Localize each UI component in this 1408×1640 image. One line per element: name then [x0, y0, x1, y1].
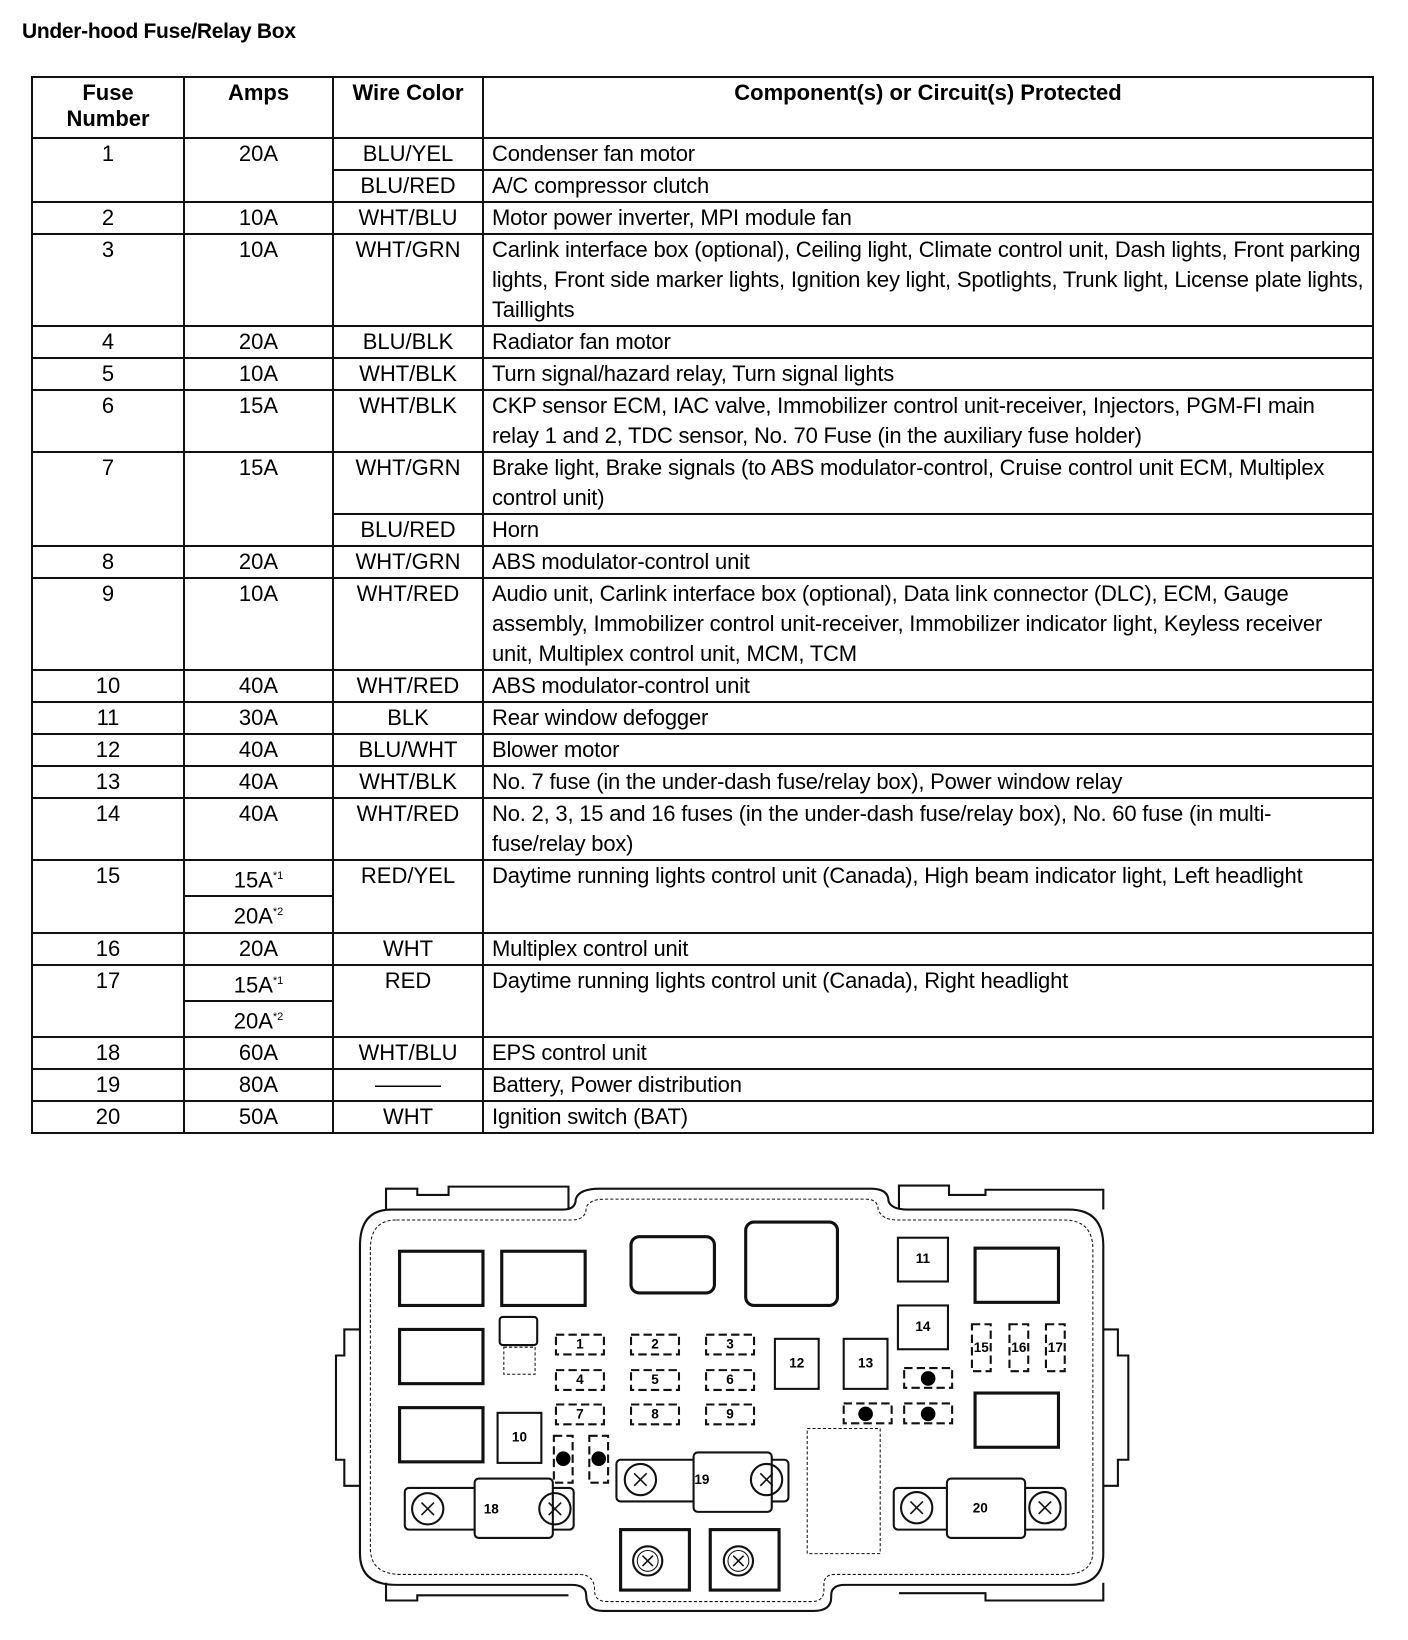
relay — [975, 1393, 1058, 1447]
amps-value: 15A — [238, 393, 279, 418]
table-row — [32, 358, 1373, 390]
wire-color: RED/YEL — [333, 860, 483, 933]
amps-value: 20A — [238, 549, 279, 574]
wire-color: WHT — [333, 1101, 483, 1133]
table-row — [32, 578, 1373, 670]
mounting-tab — [336, 1329, 360, 1485]
table-row — [32, 202, 1373, 234]
circuit-description: ABS modulator-control unit — [483, 546, 1373, 578]
table-row — [32, 798, 1373, 860]
wire-color: BLU/RED — [333, 514, 483, 546]
circuit-description: Multiplex control unit — [483, 933, 1373, 965]
amps-value: 10A — [238, 581, 279, 606]
amps-value: 15A — [233, 971, 273, 997]
amps-cell — [184, 452, 333, 546]
fuse-number: 1 — [32, 138, 184, 202]
table-row — [32, 138, 1373, 170]
wire-color: WHT/GRN — [333, 234, 483, 326]
fuse-number: 13 — [32, 766, 184, 798]
amps-value: 40A — [238, 801, 279, 826]
amps-value: 50A — [238, 1104, 279, 1130]
fuse-number: 15 — [32, 860, 184, 933]
fuse-number: 7 — [32, 452, 184, 546]
circuit-description: CKP sensor ECM, IAC valve, Immobilizer control unit-receiver, Injectors, PGM-FI main relay 1 and 2, TDC sensor, No. 70 Fuse (in the auxiliary fuse holder) — [483, 390, 1373, 452]
amps-cell — [184, 578, 333, 670]
circuit-description: Condenser fan motor — [483, 138, 1373, 170]
fuse-label: 4 — [576, 1372, 584, 1388]
amps-value: 10A — [238, 237, 279, 262]
circuit-description: Ignition switch (BAT) — [483, 1101, 1373, 1133]
fuse-number: 14 — [32, 798, 184, 860]
wire-color: RED — [333, 965, 483, 1038]
wire-color: WHT/RED — [333, 670, 483, 702]
fuse-table-body — [32, 138, 1373, 1133]
fuse-label: 19 — [694, 1472, 710, 1488]
fuse-label: 10 — [511, 1429, 528, 1445]
amps-cell — [184, 326, 333, 358]
fuse-number: 9 — [32, 578, 184, 670]
table-row — [32, 933, 1373, 965]
table-row — [32, 766, 1373, 798]
table-row — [32, 860, 1373, 896]
amps-value: 15A — [233, 867, 273, 893]
table-row — [32, 702, 1373, 734]
wire-color: WHT — [333, 933, 483, 965]
circuit-description: Brake light, Brake signals (to ABS modulator-control, Cruise control unit ECM, Multiplex control unit) — [483, 452, 1373, 514]
mounting-tab — [899, 1186, 1103, 1210]
fuse-label: 17 — [1047, 1339, 1063, 1355]
amps-cell — [184, 896, 333, 932]
table-row — [32, 1101, 1373, 1133]
amps-footnote: *1 — [272, 870, 284, 882]
amps-value: 15A — [238, 455, 279, 480]
fuse-label: 2 — [651, 1336, 659, 1352]
relay — [400, 1408, 483, 1462]
amps-cell — [184, 1101, 333, 1133]
amps-value: 20A — [233, 1008, 273, 1034]
fuse-number: 17 — [32, 965, 184, 1038]
fuse-number: 11 — [32, 702, 184, 734]
pin-dot — [556, 1451, 571, 1466]
circuit-description: Turn signal/hazard relay, Turn signal lights — [483, 358, 1373, 390]
pin-dot — [591, 1451, 606, 1466]
amps-cell — [184, 1069, 333, 1101]
fuse-number: 8 — [32, 546, 184, 578]
wire-color: WHT/BLK — [333, 358, 483, 390]
wire-color: WHT/RED — [333, 798, 483, 860]
amps-cell — [184, 670, 333, 702]
fuse-number: 19 — [32, 1069, 184, 1101]
circuit-description: Motor power inverter, MPI module fan — [483, 202, 1373, 234]
header-wire-color: Wire Color — [333, 77, 483, 138]
circuit-description: Rear window defogger — [483, 702, 1373, 734]
fuse-label: 5 — [651, 1372, 659, 1388]
fuse-box-diagram — [0, 1147, 1408, 1637]
wire-color: WHT/BLU — [333, 202, 483, 234]
fuse-number: 20 — [32, 1101, 184, 1133]
circuit-description: Daytime running lights control unit (Canada), High beam indicator light, Left headlight — [483, 860, 1373, 933]
wire-color: WHT/GRN — [333, 452, 483, 514]
amps-cell — [184, 798, 333, 860]
circuit-description: EPS control unit — [483, 1037, 1373, 1069]
relay — [400, 1251, 483, 1305]
circuit-description: Radiator fan motor — [483, 326, 1373, 358]
amps-value: 10A — [238, 205, 279, 230]
amps-cell — [184, 766, 333, 798]
amps-value: 20A — [238, 935, 279, 961]
pin-dot — [921, 1407, 936, 1422]
wire-color: WHT/BLK — [333, 766, 483, 798]
fuse-label: 13 — [858, 1355, 874, 1371]
diode — [500, 1317, 538, 1345]
fuse-number: 10 — [32, 670, 184, 702]
table-row — [32, 234, 1373, 326]
fuse-number: 5 — [32, 358, 184, 390]
table-row — [32, 326, 1373, 358]
amps-cell — [184, 390, 333, 452]
page-title: Under-hood Fuse/Relay Box — [22, 20, 296, 43]
amps-footnote: *2 — [272, 906, 284, 919]
amps-cell — [184, 234, 333, 326]
table-row — [32, 734, 1373, 766]
circuit-description: Carlink interface box (optional), Ceiling light, Climate control unit, Dash lights, Front parking lights, Front side marker lights, Ignition key light, Spotlights, Trunk light, License plate lights, Taillights — [483, 234, 1373, 326]
fuse-number: 6 — [32, 390, 184, 452]
relay — [746, 1222, 838, 1305]
wire-color: BLU/RED — [333, 170, 483, 202]
fuse-label: 14 — [915, 1318, 931, 1334]
circuit-description: A/C compressor clutch — [483, 170, 1373, 202]
terminal-block — [710, 1530, 779, 1590]
circuit-description: Battery, Power distribution — [483, 1069, 1373, 1101]
wire-color: BLU/YEL — [333, 138, 483, 170]
fuse-label: 12 — [789, 1355, 805, 1371]
wire-color: WHT/BLU — [333, 1037, 483, 1069]
table-row — [32, 390, 1373, 452]
table-row — [32, 546, 1373, 578]
wire-color: WHT/GRN — [333, 546, 483, 578]
wire-color: WHT/RED — [333, 578, 483, 670]
amps-cell — [184, 933, 333, 965]
terminal-block — [621, 1530, 690, 1590]
amps-cell — [184, 202, 333, 234]
circuit-description: ABS modulator-control unit — [483, 670, 1373, 702]
amps-value: 40A — [238, 673, 279, 698]
relay — [400, 1329, 483, 1383]
fuse-number: 12 — [32, 734, 184, 766]
diode-slot — [504, 1347, 535, 1374]
mounting-tab — [386, 1187, 568, 1210]
wire-color: BLU/BLK — [333, 326, 483, 358]
amps-cell — [184, 965, 333, 1001]
fuse-label: 16 — [1011, 1339, 1027, 1355]
amps-cell — [184, 734, 333, 766]
amps-value: 20A — [233, 903, 273, 929]
fuse-table — [31, 76, 1374, 1134]
relay — [502, 1251, 585, 1305]
amps-footnote: *1 — [272, 974, 284, 987]
fuse-label: 6 — [726, 1372, 734, 1388]
fuse-number: 3 — [32, 234, 184, 326]
circuit-description: Blower motor — [483, 734, 1373, 766]
table-row — [32, 670, 1373, 702]
spare-slot — [807, 1428, 880, 1553]
amps-value: 40A — [238, 737, 279, 762]
relay — [975, 1248, 1058, 1302]
fuse-number: 2 — [32, 202, 184, 234]
amps-cell — [184, 860, 333, 896]
wire-color: ——— — [333, 1069, 483, 1101]
table-row — [32, 965, 1373, 1001]
fuse-label: 3 — [726, 1336, 734, 1352]
amps-cell — [184, 1001, 333, 1037]
amps-value: 80A — [238, 1072, 279, 1098]
header-amps: Amps — [184, 77, 333, 138]
circuit-description: Daytime running lights control unit (Canada), Right headlight — [483, 965, 1373, 1038]
table-row — [32, 452, 1373, 514]
amps-value: 20A — [238, 141, 279, 166]
amps-value: 40A — [238, 769, 279, 794]
amps-value: 30A — [238, 705, 279, 730]
amps-value: 60A — [238, 1040, 279, 1066]
table-row — [32, 1069, 1373, 1101]
fuse-label: 7 — [576, 1406, 584, 1422]
fuse-number: 4 — [32, 326, 184, 358]
circuit-description: Horn — [483, 514, 1373, 546]
fuse-label: 18 — [483, 1501, 499, 1517]
wire-color: WHT/BLK — [333, 390, 483, 452]
wire-color: BLU/WHT — [333, 734, 483, 766]
fuse-label: 20 — [972, 1500, 988, 1516]
fuse-number: 18 — [32, 1037, 184, 1069]
fuse-label: 1 — [576, 1336, 584, 1352]
pin-dot — [921, 1371, 936, 1386]
header-circuit: Component(s) or Circuit(s) Protected — [483, 77, 1373, 138]
pin-dot — [858, 1407, 873, 1422]
mounting-tab — [1103, 1329, 1128, 1485]
circuit-description: No. 7 fuse (in the under-dash fuse/relay box), Power window relay — [483, 766, 1373, 798]
amps-cell — [184, 358, 333, 390]
table-row — [32, 1037, 1373, 1069]
amps-value: 20A — [238, 329, 279, 354]
relay — [631, 1237, 714, 1293]
circuit-description: No. 2, 3, 15 and 16 fuses (in the under-dash fuse/relay box), No. 60 fuse (in multi-fuse/relay box) — [483, 798, 1373, 860]
fuse-label: 9 — [726, 1406, 734, 1422]
fuse-box-inner-outline — [370, 1199, 1092, 1601]
amps-cell — [184, 138, 333, 202]
amps-value: 10A — [238, 361, 279, 386]
circuit-description: Audio unit, Carlink interface box (optional), Data link connector (DLC), ECM, Gauge assembly, Immobilizer control unit-receiver, Immobilizer indicator light, Keyless receiver unit, Multiplex control unit, MCM, TCM — [483, 578, 1373, 670]
header-fuse-number: Fuse Number — [32, 77, 184, 138]
amps-cell — [184, 546, 333, 578]
amps-cell — [184, 1037, 333, 1069]
fuse-label: 11 — [915, 1251, 931, 1267]
fuse-number: 16 — [32, 933, 184, 965]
table-header-row — [32, 77, 1373, 138]
amps-footnote: *2 — [272, 1010, 284, 1023]
wire-color: BLK — [333, 702, 483, 734]
fuse-label: 8 — [651, 1406, 659, 1422]
amps-cell — [184, 702, 333, 734]
fuse-label: 15 — [973, 1339, 989, 1355]
